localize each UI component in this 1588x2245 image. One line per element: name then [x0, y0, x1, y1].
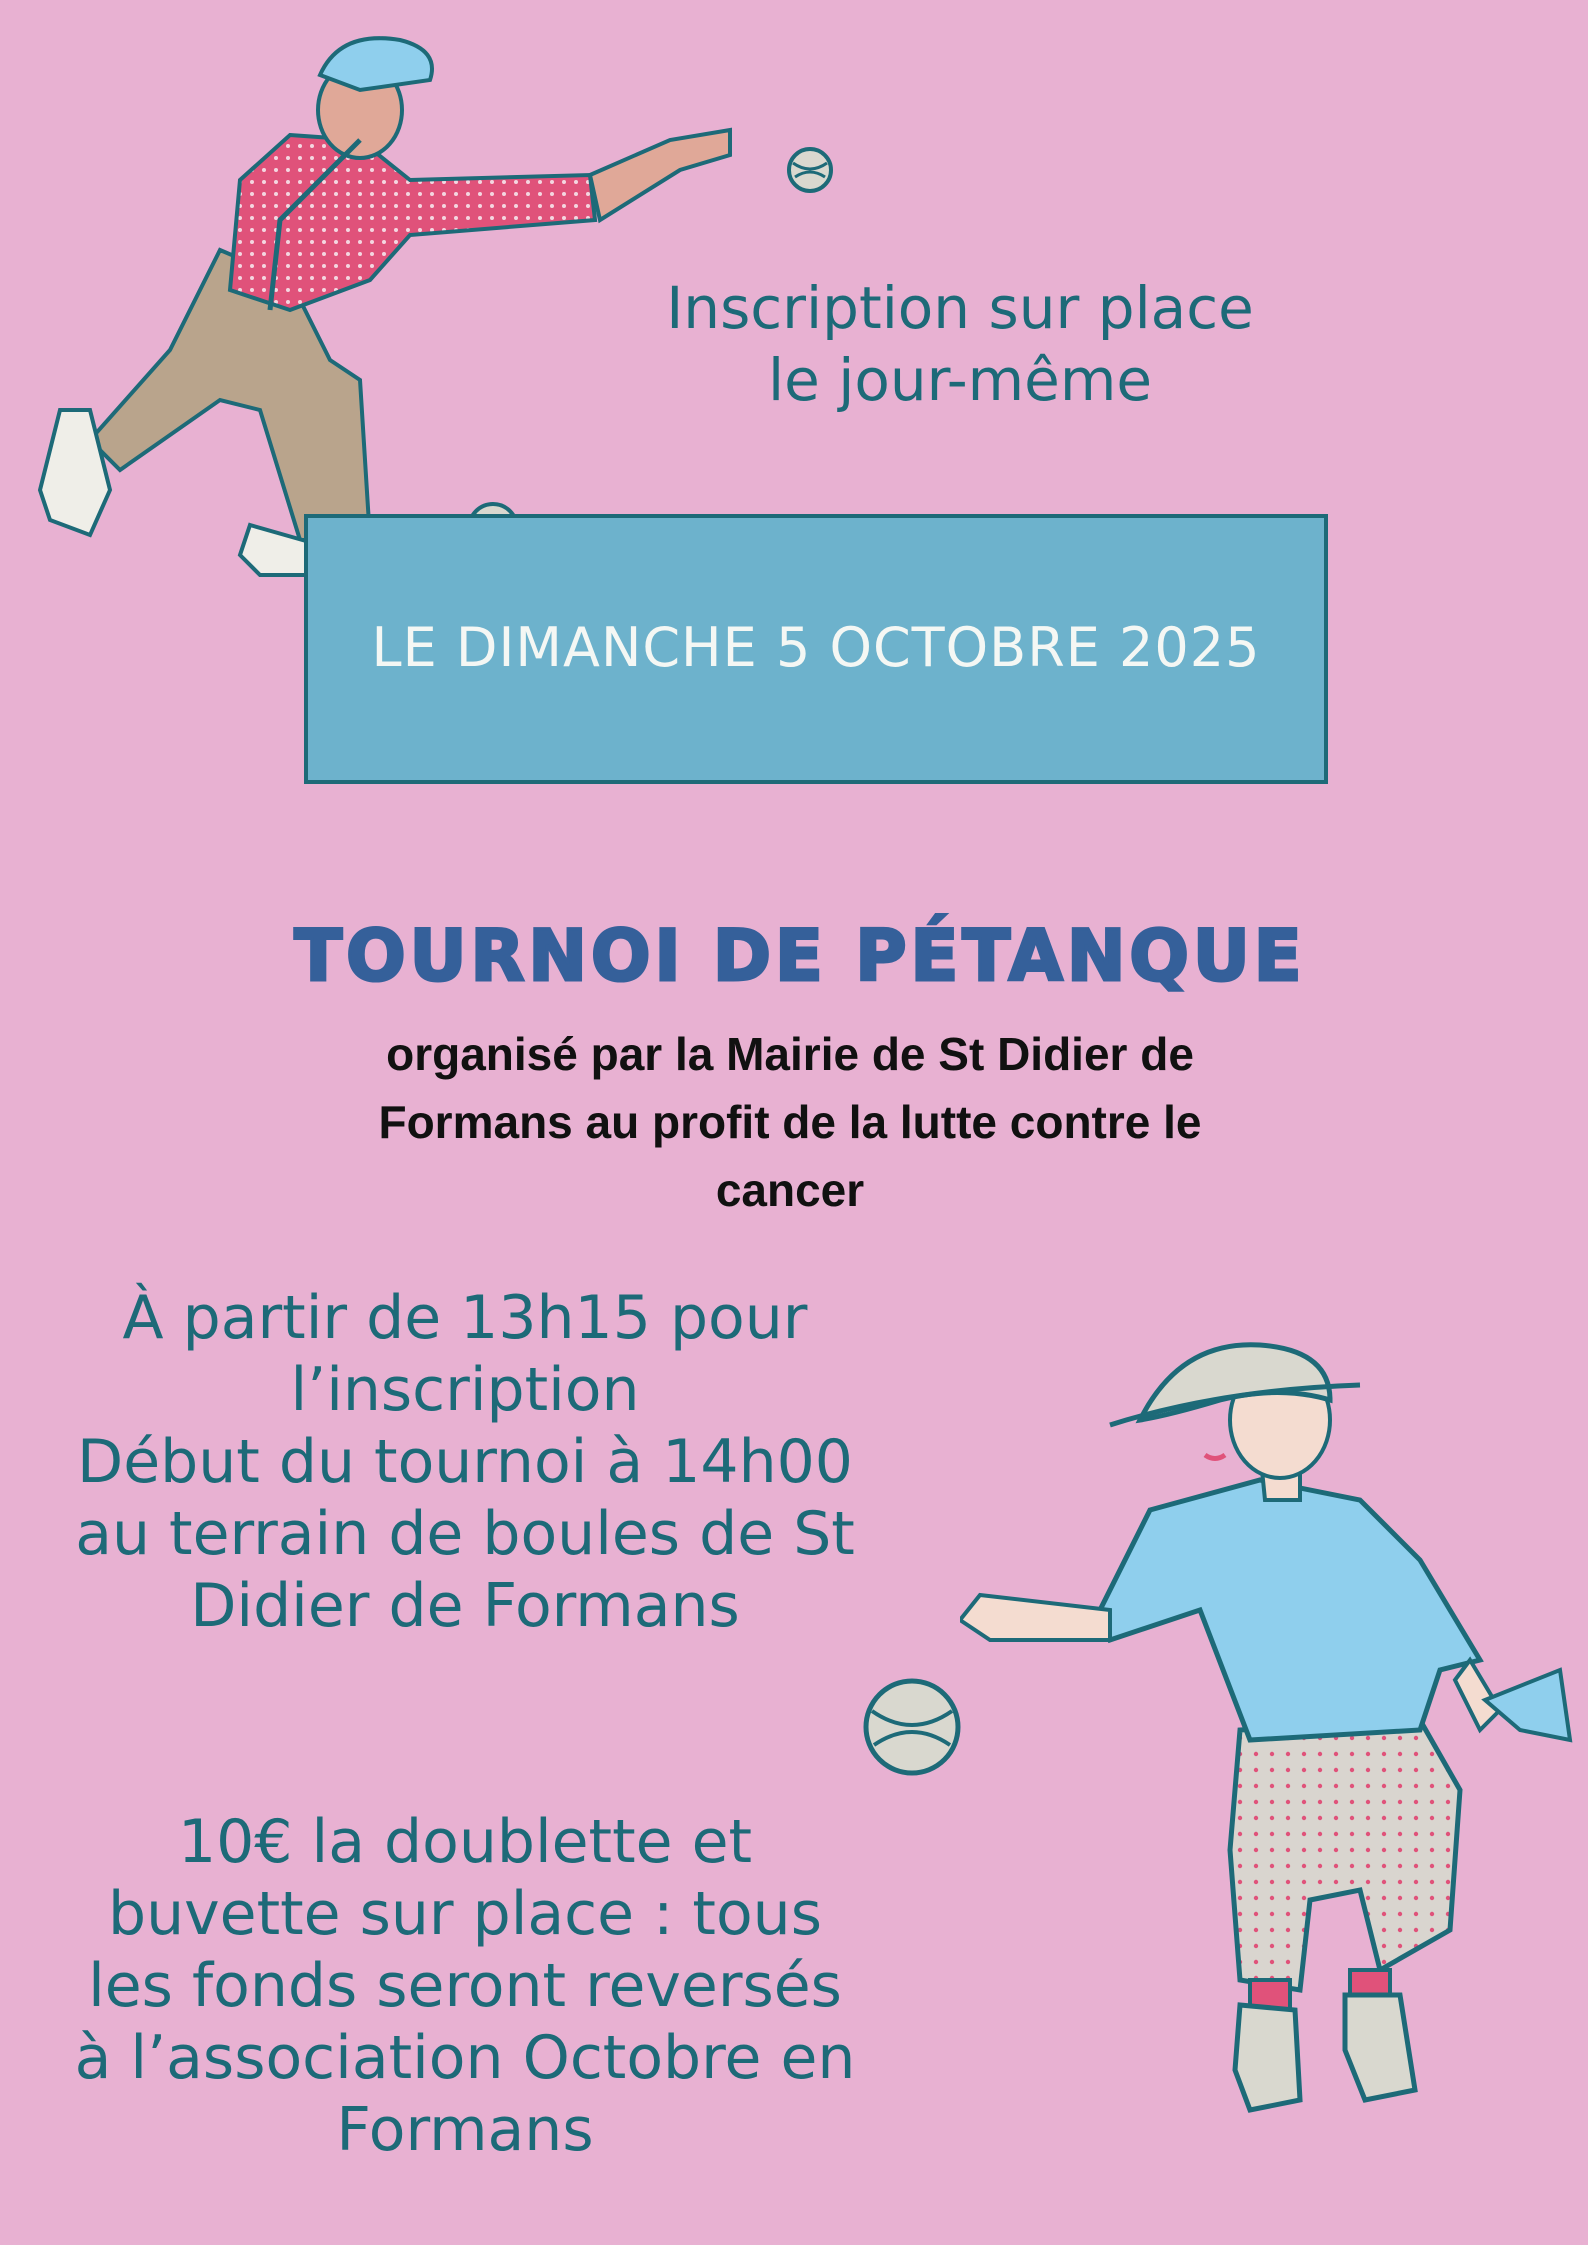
inscription-text [560, 272, 1360, 416]
price-text [30, 1806, 900, 2166]
organiser-line: organisé par la Mairie de St Didier de [386, 1028, 1194, 1080]
petanque-ball-icon [785, 145, 835, 195]
schedule-line: au terrain de boules de St [75, 1499, 855, 1569]
price-line: les fonds seront reversés [88, 1951, 842, 2021]
organiser-text [270, 1020, 1310, 1224]
page-title: TOURNOI DE PÉTANQUE [294, 915, 1306, 997]
date-banner-text: LE DIMANCHE 5 OCTOBRE 2025 [371, 616, 1261, 679]
schedule-line: À partir de 13h15 pour [122, 1283, 808, 1353]
petanque-ball-icon [860, 1675, 964, 1779]
inscription-line: le jour-même [767, 346, 1153, 414]
schedule-line: Didier de Formans [190, 1571, 740, 1641]
price-line: à l’association Octobre en [74, 2023, 856, 2093]
woman-throwing-boule-illustration [960, 1330, 1580, 2120]
price-line: Formans [336, 2095, 594, 2165]
organiser-line: Formans au profit de la lutte contre le [378, 1096, 1202, 1148]
price-line: 10€ la doublette et [177, 1807, 753, 1877]
organiser-line: cancer [715, 1164, 865, 1216]
schedule-line: Début du tournoi à 14h00 [77, 1427, 853, 1497]
inscription-line: Inscription sur place [666, 274, 1254, 342]
date-banner [304, 514, 1328, 784]
schedule-line: l’inscription [290, 1355, 640, 1425]
schedule-text [30, 1282, 900, 1642]
price-line: buvette sur place : tous [108, 1879, 822, 1949]
